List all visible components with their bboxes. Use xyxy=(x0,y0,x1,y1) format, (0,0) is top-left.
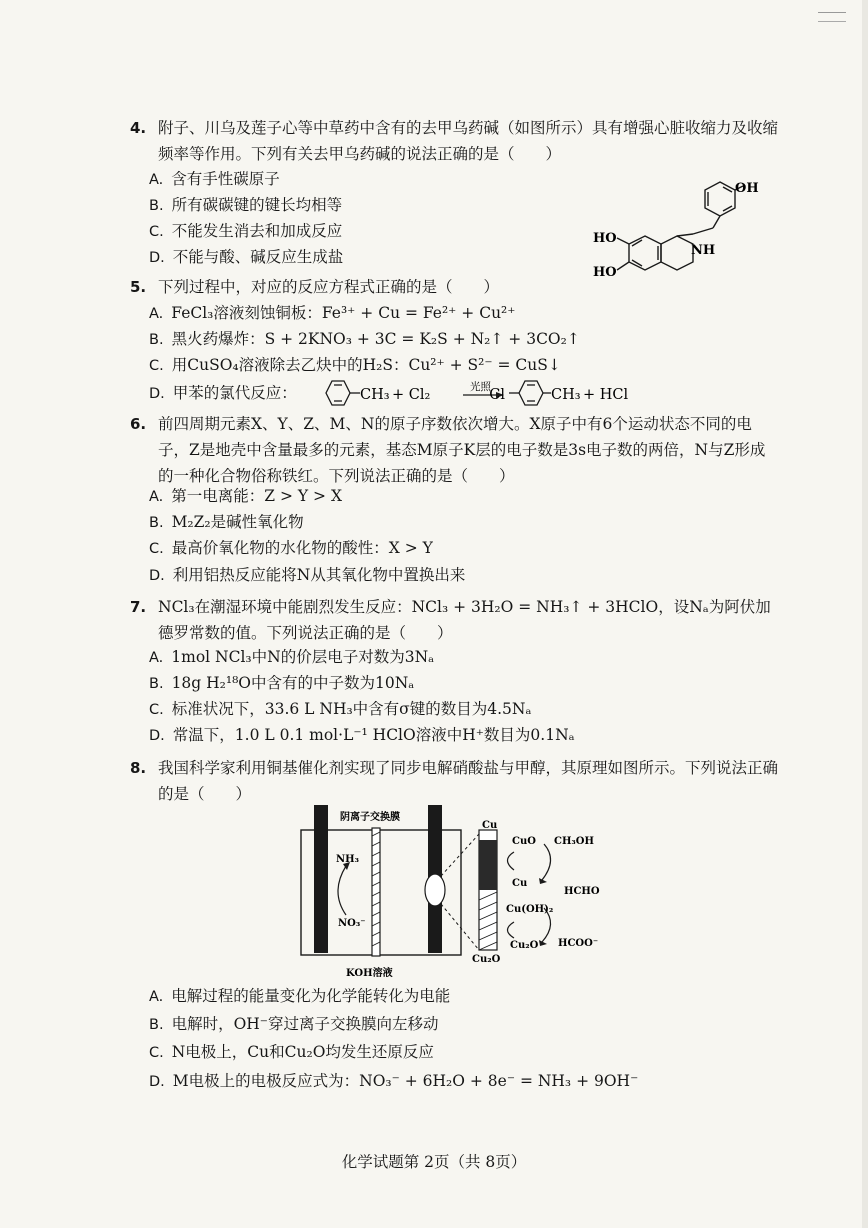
question-stem: 附子、川乌及莲子心等中草药中含有的去甲乌药碱（如图所示）具有增强心脏收缩力及收缩频率等作用。下列有关去甲乌药碱的说法正确的是（ ） xyxy=(158,119,779,163)
ch3oh-label: CH₃OH xyxy=(554,836,594,847)
option-b: B. 所有碳碳键的键长均相等 xyxy=(149,196,343,214)
anion-exchange-membrane xyxy=(372,828,380,956)
option-c: C. 标准状况下，33.6 L NH₃中含有σ键的数目为4.5Nₐ xyxy=(149,700,532,718)
option-d: D. M电极上的电极反应式为：NO₃⁻ + 6H₂O + 8e⁻ = NH₃ + 9OH⁻ xyxy=(149,1072,639,1090)
cuoh2-label: Cu(OH)₂ xyxy=(506,904,554,915)
cu-top-label: Cu xyxy=(482,820,498,831)
plus-hcl: + HCl xyxy=(583,387,629,403)
cl-label: Cl xyxy=(489,387,505,403)
ch3-right: CH₃ xyxy=(551,387,581,403)
option-c: C. 不能发生消去和加成反应 xyxy=(149,222,343,240)
option-b: B. 电解时，OH⁻穿过离子交换膜向左移动 xyxy=(149,1015,439,1033)
option-d: D. 不能与酸、碱反应生成盐 xyxy=(149,248,344,266)
option-c: C. 用CuSO₄溶液除去乙炔中的H₂S：Cu²⁺ + S²⁻ = CuS↓ xyxy=(149,356,561,374)
option-a: A. 第一电离能：Z > Y > X xyxy=(149,487,343,505)
oh-label: OH xyxy=(735,181,759,196)
question-stem: 前四周期元素X、Y、Z、M、N的原子序数依次增大。X原子中有6个运动状态不同的电子，Z是地壳中含量最多的元素，基态M原子K层的电子数是3s电子数的两倍，N与Z形成的一种化合物俗称铁红。下列说法正确的是（ ） xyxy=(158,415,766,485)
nh-label: NH xyxy=(691,243,716,258)
option-a: A. FeCl₃溶液刻蚀铜板：Fe³⁺ + Cu = Fe²⁺ + Cu²⁺ xyxy=(149,304,516,322)
toluene-chlorination-equation xyxy=(318,376,648,410)
option-c: C. 最高价氧化物的水化物的酸性：X > Y xyxy=(149,539,433,557)
option-d: D. 常温下，1.0 L 0.1 mol·L⁻¹ HClO溶液中H⁺数目为0.1Nₐ xyxy=(149,726,575,744)
no3-label: NO₃⁻ xyxy=(338,918,366,929)
question-number: 7. xyxy=(130,598,147,616)
nh3-label: NH₃ xyxy=(336,854,359,865)
light-condition: 光照 xyxy=(470,381,491,393)
question-4 xyxy=(130,115,780,167)
option-d: D. 利用铝热反应能将N从其氧化物中置换出来 xyxy=(149,566,466,584)
page-footer: 化学试题第 2页（共 8页） xyxy=(341,1153,527,1171)
ho-label-top: HO xyxy=(593,231,617,246)
option-a: A. 含有手性碳原子 xyxy=(149,170,280,188)
cuo-label: CuO xyxy=(512,836,536,847)
electrolysis-diagram xyxy=(296,800,626,980)
option-c: C. N电极上，Cu和Cu₂O均发生还原反应 xyxy=(149,1043,434,1061)
hcho-label: HCHO xyxy=(564,886,600,897)
question-5 xyxy=(130,274,780,300)
electrode-m xyxy=(314,805,328,953)
question-stem: NCl₃在潮湿环境中能剧烈发生反应：NCl₃ + 3H₂O = NH₃↑ + 3HClO，设Nₐ为阿伏加德罗常数的值。下列说法正确的是（ ） xyxy=(158,598,771,642)
koh-solution-label: KOH溶液 xyxy=(346,968,393,979)
molecule-structure xyxy=(585,170,785,285)
question-6 xyxy=(130,411,780,489)
membrane-label: 阴离子交换膜 xyxy=(340,812,400,823)
cu2o-right-label: Cu₂O xyxy=(510,940,539,951)
question-stem: 下列过程中，对应的反应方程式正确的是（ ） xyxy=(158,278,500,296)
ch3-left: CH₃ xyxy=(360,387,390,403)
option-a: A. 1mol NCl₃中N的价层电子对数为3Nₐ xyxy=(149,648,435,666)
option-a: A. 电解过程的能量变化为化学能转化为电能 xyxy=(149,987,451,1005)
question-number: 4. xyxy=(130,119,147,137)
question-number: 6. xyxy=(130,415,147,433)
option-b: B. 18g H₂¹⁸O中含有的中子数为10Nₐ xyxy=(149,674,415,692)
question-number: 8. xyxy=(130,759,147,777)
question-number: 5. xyxy=(130,278,147,296)
corner-mark xyxy=(818,12,846,22)
cu-mid-label: Cu xyxy=(512,878,528,889)
option-b: B. M₂Z₂是碱性氧化物 xyxy=(149,513,304,531)
plus-cl2: + Cl₂ xyxy=(392,387,431,403)
option-d: D. 甲苯的氯代反应： xyxy=(149,384,297,402)
scan-edge xyxy=(862,0,868,1228)
cu2o-bottom-label: Cu₂O xyxy=(472,954,501,965)
question-stem: 我国科学家利用铜基催化剂实现了同步电解硝酸盐与甲醇，其原理如图所示。下列说法正确的是（ ） xyxy=(158,759,779,803)
option-b: B. 黑火药爆炸：S + 2KNO₃ + 3C = K₂S + N₂↑ + 3CO₂↑ xyxy=(149,330,580,348)
hcoo-label: HCOO⁻ xyxy=(558,938,599,949)
question-7 xyxy=(130,594,780,646)
ho-label-bottom: HO xyxy=(593,265,617,280)
